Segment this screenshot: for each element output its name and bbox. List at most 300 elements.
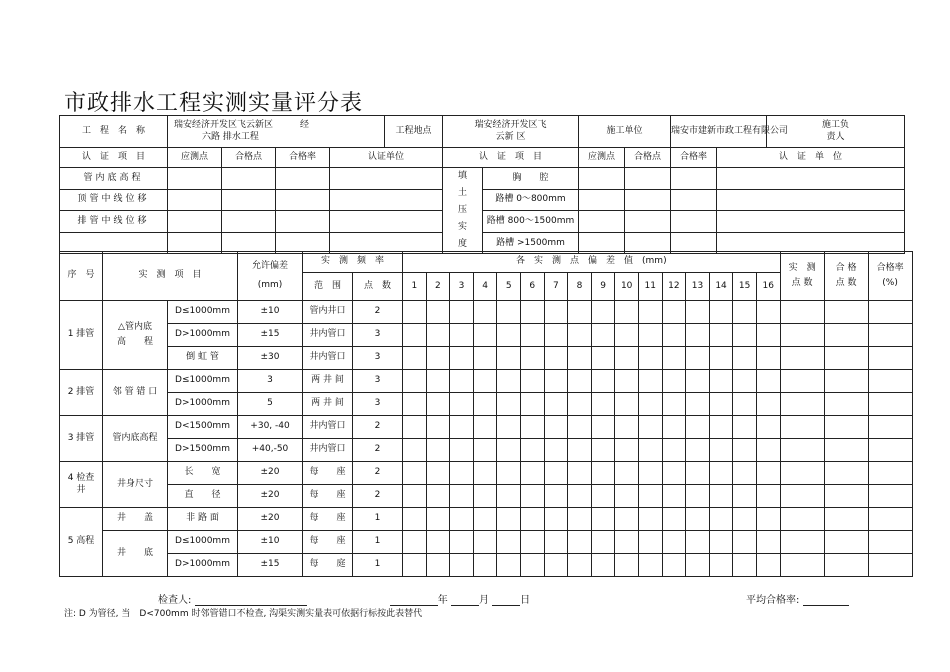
value-cell[interactable] <box>686 531 710 554</box>
value-cell[interactable] <box>709 370 733 393</box>
value-cell[interactable] <box>403 324 427 347</box>
value-cell[interactable] <box>868 554 912 577</box>
value-cell[interactable] <box>638 462 662 485</box>
value-cell[interactable] <box>824 393 868 416</box>
value-cell[interactable] <box>662 462 686 485</box>
value-cell[interactable] <box>450 439 474 462</box>
value-cell[interactable] <box>780 439 824 462</box>
value-cell[interactable] <box>662 531 686 554</box>
value-cell[interactable] <box>756 508 780 531</box>
value-cell[interactable] <box>473 485 497 508</box>
value-cell[interactable] <box>780 485 824 508</box>
value-cell[interactable] <box>780 393 824 416</box>
value-cell[interactable] <box>544 301 568 324</box>
value-cell[interactable] <box>733 485 757 508</box>
value-cell[interactable] <box>591 324 615 347</box>
value-cell[interactable] <box>497 508 521 531</box>
group-item: 管内底高程 <box>103 416 168 462</box>
value-cell[interactable] <box>638 554 662 577</box>
range-cell: 管内井口 <box>303 301 353 324</box>
value-cell[interactable] <box>709 439 733 462</box>
deviation-col-number: 15 <box>733 273 757 301</box>
points-cell: 2 <box>353 439 403 462</box>
value-cell[interactable] <box>868 485 912 508</box>
value-cell[interactable] <box>709 393 733 416</box>
value-cell[interactable] <box>568 439 592 462</box>
value-cell[interactable] <box>568 393 592 416</box>
value-cell[interactable] <box>497 531 521 554</box>
value-cell[interactable] <box>473 554 497 577</box>
value-cell[interactable] <box>568 462 592 485</box>
value-cell[interactable] <box>615 393 639 416</box>
avg-rate-line <box>803 594 849 606</box>
value-cell[interactable] <box>568 324 592 347</box>
value-cell[interactable] <box>403 347 427 370</box>
value-cell[interactable] <box>473 508 497 531</box>
value-cell[interactable] <box>638 485 662 508</box>
value-cell[interactable] <box>709 462 733 485</box>
value-cell[interactable] <box>662 439 686 462</box>
value-cell[interactable] <box>733 324 757 347</box>
value-cell[interactable] <box>662 370 686 393</box>
value-cell[interactable] <box>544 370 568 393</box>
table-row <box>60 324 913 347</box>
value-cell[interactable] <box>521 393 545 416</box>
value-cell[interactable] <box>615 508 639 531</box>
header-table <box>59 115 905 254</box>
value-cell[interactable] <box>403 485 427 508</box>
value-cell[interactable] <box>733 416 757 439</box>
value-cell[interactable] <box>591 462 615 485</box>
value-cell[interactable] <box>473 347 497 370</box>
points-cell: 3 <box>353 324 403 347</box>
seq-header: 序 号 <box>60 252 103 301</box>
table-row <box>60 508 913 531</box>
value-cell[interactable] <box>403 554 427 577</box>
value-cell[interactable] <box>591 301 615 324</box>
value-cell[interactable] <box>615 554 639 577</box>
points-cell: 3 <box>353 370 403 393</box>
value-cell[interactable] <box>662 301 686 324</box>
value-cell[interactable] <box>473 439 497 462</box>
value-cell[interactable] <box>450 324 474 347</box>
value-cell[interactable] <box>568 347 592 370</box>
range-cell: 井内管口 <box>303 416 353 439</box>
value-cell[interactable] <box>521 554 545 577</box>
value-cell[interactable] <box>868 393 912 416</box>
value-cell[interactable] <box>591 508 615 531</box>
value-cell[interactable] <box>521 324 545 347</box>
group-seq: 2 排管 <box>60 370 103 416</box>
points-cell: 1 <box>353 531 403 554</box>
value-cell[interactable] <box>615 370 639 393</box>
value-cell[interactable] <box>733 301 757 324</box>
deviation-col-number: 12 <box>662 273 686 301</box>
value-cell[interactable] <box>662 416 686 439</box>
tolerance-cell: +40,-50 <box>238 439 303 462</box>
range-cell: 每 座 <box>303 508 353 531</box>
value-cell[interactable] <box>591 416 615 439</box>
group-seq: 1 排管 <box>60 301 103 370</box>
value-cell[interactable] <box>662 485 686 508</box>
deviation-col-number: 7 <box>544 273 568 301</box>
value-cell[interactable] <box>780 416 824 439</box>
value-cell[interactable] <box>450 347 474 370</box>
value-cell[interactable] <box>615 462 639 485</box>
value-cell[interactable] <box>426 508 450 531</box>
value-cell[interactable] <box>638 347 662 370</box>
value-cell[interactable] <box>686 301 710 324</box>
value-cell[interactable] <box>824 439 868 462</box>
value-cell[interactable] <box>568 370 592 393</box>
value-cell[interactable] <box>521 485 545 508</box>
inspector-line <box>195 594 307 606</box>
value-cell[interactable] <box>403 416 427 439</box>
value-cell[interactable] <box>662 324 686 347</box>
value-cell[interactable] <box>426 370 450 393</box>
value-cell[interactable] <box>709 347 733 370</box>
value-cell[interactable] <box>568 554 592 577</box>
value-cell[interactable] <box>521 531 545 554</box>
value-cell[interactable] <box>756 485 780 508</box>
deviation-col-number: 5 <box>497 273 521 301</box>
value-cell[interactable] <box>497 301 521 324</box>
value-cell[interactable] <box>473 393 497 416</box>
value-cell[interactable] <box>450 301 474 324</box>
value-cell[interactable] <box>686 416 710 439</box>
value-cell[interactable] <box>450 370 474 393</box>
condition-cell: 非 路 面 <box>168 508 238 531</box>
points-cell: 2 <box>353 416 403 439</box>
value-cell[interactable] <box>403 393 427 416</box>
tolerance-header: 允许偏差 (mm) <box>238 252 303 301</box>
group-item: 井身尺寸 <box>103 462 168 508</box>
value-cell[interactable] <box>686 393 710 416</box>
value-cell[interactable] <box>450 393 474 416</box>
value-cell[interactable] <box>544 347 568 370</box>
value-cell[interactable] <box>521 462 545 485</box>
value-cell[interactable] <box>868 531 912 554</box>
value-cell[interactable] <box>756 324 780 347</box>
value-cell[interactable] <box>591 439 615 462</box>
value-cell[interactable] <box>824 416 868 439</box>
tolerance-cell: ±10 <box>238 301 303 324</box>
value-cell[interactable] <box>403 462 427 485</box>
value-cell[interactable] <box>591 370 615 393</box>
value-cell[interactable] <box>591 393 615 416</box>
value-cell[interactable] <box>473 370 497 393</box>
measurement-table <box>59 251 913 577</box>
value-cell[interactable] <box>544 508 568 531</box>
day-line <box>492 594 520 606</box>
value-cell[interactable] <box>709 324 733 347</box>
value-cell[interactable] <box>450 485 474 508</box>
cert-left-item: 排管中线位移 <box>60 211 168 233</box>
value-cell[interactable] <box>824 531 868 554</box>
condition-cell: D≤1000mm <box>168 370 238 393</box>
value-cell[interactable] <box>756 393 780 416</box>
value-cell[interactable] <box>497 416 521 439</box>
cert-unit-label: 认证单位 <box>330 148 443 168</box>
value-cell[interactable] <box>521 439 545 462</box>
value-cell[interactable] <box>426 531 450 554</box>
location-value: 瑞安经济开发区飞 云新 区 <box>443 116 579 148</box>
cert-groove: 路槽 0～800mm <box>483 189 579 211</box>
value-cell[interactable] <box>686 347 710 370</box>
value-cell[interactable] <box>426 393 450 416</box>
value-cell[interactable] <box>662 393 686 416</box>
value-cell[interactable] <box>426 462 450 485</box>
value-cell[interactable] <box>686 485 710 508</box>
value-cell[interactable] <box>497 370 521 393</box>
value-cell[interactable] <box>824 324 868 347</box>
value-cell[interactable] <box>662 347 686 370</box>
value-cell[interactable] <box>756 462 780 485</box>
value-cell[interactable] <box>615 485 639 508</box>
value-cell[interactable] <box>638 301 662 324</box>
value-cell[interactable] <box>591 554 615 577</box>
range-cell: 两 井 间 <box>303 370 353 393</box>
cert-left-item: 管内底高程 <box>60 168 168 190</box>
value-cell[interactable] <box>756 531 780 554</box>
value-cell[interactable] <box>868 439 912 462</box>
value-cell[interactable] <box>544 485 568 508</box>
group-item: △管内底 高 程 <box>103 301 168 370</box>
range-cell: 每 庭 <box>303 554 353 577</box>
value-cell[interactable] <box>868 508 912 531</box>
value-cell[interactable] <box>686 508 710 531</box>
value-cell[interactable] <box>497 324 521 347</box>
contractor-value: 瑞安市建新市政工程有限公司 <box>671 116 767 148</box>
range-cell: 两 井 间 <box>303 393 353 416</box>
value-cell[interactable] <box>615 347 639 370</box>
value-cell[interactable] <box>709 485 733 508</box>
value-cell[interactable] <box>615 531 639 554</box>
page-title: 市政排水工程实测实量评分表 <box>64 91 364 116</box>
value-cell[interactable] <box>497 393 521 416</box>
value-cell[interactable] <box>868 324 912 347</box>
value-cell[interactable] <box>868 370 912 393</box>
value-cell[interactable] <box>733 439 757 462</box>
value-cell[interactable] <box>450 416 474 439</box>
value-cell[interactable] <box>426 347 450 370</box>
value-cell[interactable] <box>544 439 568 462</box>
measured-points-header: 实 测 点 数 <box>780 252 824 301</box>
cert-groove: 路槽 800～1500mm <box>483 211 579 233</box>
value-cell[interactable] <box>568 416 592 439</box>
value-cell[interactable] <box>824 485 868 508</box>
value-cell[interactable] <box>868 462 912 485</box>
tolerance-cell: 3 <box>238 370 303 393</box>
value-cell[interactable] <box>638 324 662 347</box>
value-cell[interactable] <box>497 462 521 485</box>
value-cell[interactable] <box>591 485 615 508</box>
tolerance-cell: ±30 <box>238 347 303 370</box>
cert-pass-label: 合格点 <box>222 148 276 168</box>
value-cell[interactable] <box>521 301 545 324</box>
value-cell[interactable] <box>733 347 757 370</box>
tolerance-cell: ±20 <box>238 508 303 531</box>
value-cell[interactable] <box>403 439 427 462</box>
value-cell[interactable] <box>733 462 757 485</box>
value-cell[interactable] <box>615 324 639 347</box>
value-cell[interactable] <box>733 393 757 416</box>
value-cell[interactable] <box>497 347 521 370</box>
value-cell[interactable] <box>450 462 474 485</box>
value-cell[interactable] <box>756 416 780 439</box>
value-cell[interactable] <box>521 416 545 439</box>
value-cell[interactable] <box>709 554 733 577</box>
deviation-col-number: 13 <box>686 273 710 301</box>
points-cell: 3 <box>353 393 403 416</box>
value-cell[interactable] <box>780 531 824 554</box>
condition-cell: D≤1000mm <box>168 531 238 554</box>
cert-chest: 胸 腔 <box>483 168 579 190</box>
value-cell[interactable] <box>521 508 545 531</box>
value-cell[interactable] <box>403 508 427 531</box>
value-cell[interactable] <box>544 554 568 577</box>
value-cell[interactable] <box>638 439 662 462</box>
value-cell[interactable] <box>756 439 780 462</box>
value-cell[interactable] <box>780 301 824 324</box>
value-cell[interactable] <box>473 324 497 347</box>
value-cell[interactable] <box>521 347 545 370</box>
avg-rate-label: 平均合格率: <box>746 595 800 606</box>
value-cell[interactable] <box>591 531 615 554</box>
table-row <box>60 531 913 554</box>
table-row <box>60 462 913 485</box>
cert-groove: 路槽 >1500mm <box>483 232 579 254</box>
table-row <box>60 554 913 577</box>
value-cell[interactable] <box>780 462 824 485</box>
value-cell[interactable] <box>824 370 868 393</box>
value-cell[interactable] <box>426 554 450 577</box>
points-cell: 2 <box>353 462 403 485</box>
value-cell[interactable] <box>756 554 780 577</box>
value-cell[interactable] <box>497 439 521 462</box>
value-cell[interactable] <box>686 370 710 393</box>
value-cell[interactable] <box>686 439 710 462</box>
value-cell[interactable] <box>686 324 710 347</box>
deviation-col-number: 2 <box>426 273 450 301</box>
points-cell: 3 <box>353 347 403 370</box>
value-cell[interactable] <box>638 393 662 416</box>
value-cell[interactable] <box>824 462 868 485</box>
value-cell[interactable] <box>662 508 686 531</box>
month-label: 月 <box>478 595 489 606</box>
value-cell[interactable] <box>824 554 868 577</box>
value-cell[interactable] <box>403 370 427 393</box>
value-cell[interactable] <box>497 485 521 508</box>
value-cell[interactable] <box>426 485 450 508</box>
value-cell[interactable] <box>780 554 824 577</box>
value-cell[interactable] <box>615 416 639 439</box>
value-cell[interactable] <box>709 508 733 531</box>
value-cell[interactable] <box>568 508 592 531</box>
value-cell[interactable] <box>473 301 497 324</box>
value-cell[interactable] <box>686 462 710 485</box>
frequency-header: 实 测 频 率 <box>303 252 403 273</box>
value-cell[interactable] <box>756 301 780 324</box>
value-cell[interactable] <box>868 301 912 324</box>
value-cell[interactable] <box>403 531 427 554</box>
pass-points-header: 合 格 点 数 <box>824 252 868 301</box>
value-cell[interactable] <box>544 324 568 347</box>
value-cell[interactable] <box>638 370 662 393</box>
value-cell[interactable] <box>426 324 450 347</box>
value-cell[interactable] <box>638 531 662 554</box>
value-cell[interactable] <box>426 439 450 462</box>
value-cell[interactable] <box>638 416 662 439</box>
value-cell[interactable] <box>733 370 757 393</box>
value-cell[interactable] <box>733 531 757 554</box>
value-cell[interactable] <box>662 554 686 577</box>
value-cell[interactable] <box>709 416 733 439</box>
value-cell[interactable] <box>868 416 912 439</box>
value-cell[interactable] <box>780 370 824 393</box>
value-cell[interactable] <box>756 347 780 370</box>
value-cell[interactable] <box>824 347 868 370</box>
range-cell: 每 座 <box>303 462 353 485</box>
value-cell[interactable] <box>615 301 639 324</box>
value-cell[interactable] <box>638 508 662 531</box>
range-cell: 井内管口 <box>303 347 353 370</box>
value-cell[interactable] <box>544 393 568 416</box>
value-cell[interactable] <box>780 324 824 347</box>
value-cell[interactable] <box>591 347 615 370</box>
value-cell[interactable] <box>426 416 450 439</box>
value-cell[interactable] <box>824 301 868 324</box>
value-cell[interactable] <box>780 347 824 370</box>
tolerance-cell: ±20 <box>238 485 303 508</box>
value-cell[interactable] <box>497 554 521 577</box>
deviation-col-number: 11 <box>638 273 662 301</box>
value-cell[interactable] <box>733 508 757 531</box>
tolerance-cell: ±15 <box>238 554 303 577</box>
condition-cell: D<1500mm <box>168 416 238 439</box>
contractor-label: 施工单位 <box>579 116 671 148</box>
value-cell[interactable] <box>780 508 824 531</box>
value-cell[interactable] <box>426 301 450 324</box>
value-cell[interactable] <box>450 508 474 531</box>
condition-cell: D≤1000mm <box>168 301 238 324</box>
value-cell[interactable] <box>733 554 757 577</box>
condition-cell: 直 径 <box>168 485 238 508</box>
points-cell: 1 <box>353 554 403 577</box>
value-cell[interactable] <box>615 439 639 462</box>
value-cell[interactable] <box>686 554 710 577</box>
value-cell[interactable] <box>473 531 497 554</box>
value-cell[interactable] <box>403 301 427 324</box>
value-cell[interactable] <box>544 462 568 485</box>
value-cell[interactable] <box>450 554 474 577</box>
value-cell[interactable] <box>521 370 545 393</box>
value-cell[interactable] <box>709 531 733 554</box>
value-cell[interactable] <box>756 370 780 393</box>
value-cell[interactable] <box>568 531 592 554</box>
value-cell[interactable] <box>868 347 912 370</box>
value-cell[interactable] <box>824 508 868 531</box>
value-cell[interactable] <box>568 301 592 324</box>
value-cell[interactable] <box>450 531 474 554</box>
value-cell[interactable] <box>473 416 497 439</box>
value-cell[interactable] <box>544 531 568 554</box>
value-cell[interactable] <box>544 416 568 439</box>
cert-item-label-2: 认 证 项 目 <box>443 148 579 168</box>
value-cell[interactable] <box>709 301 733 324</box>
value-cell[interactable] <box>568 485 592 508</box>
value-cell[interactable] <box>473 462 497 485</box>
